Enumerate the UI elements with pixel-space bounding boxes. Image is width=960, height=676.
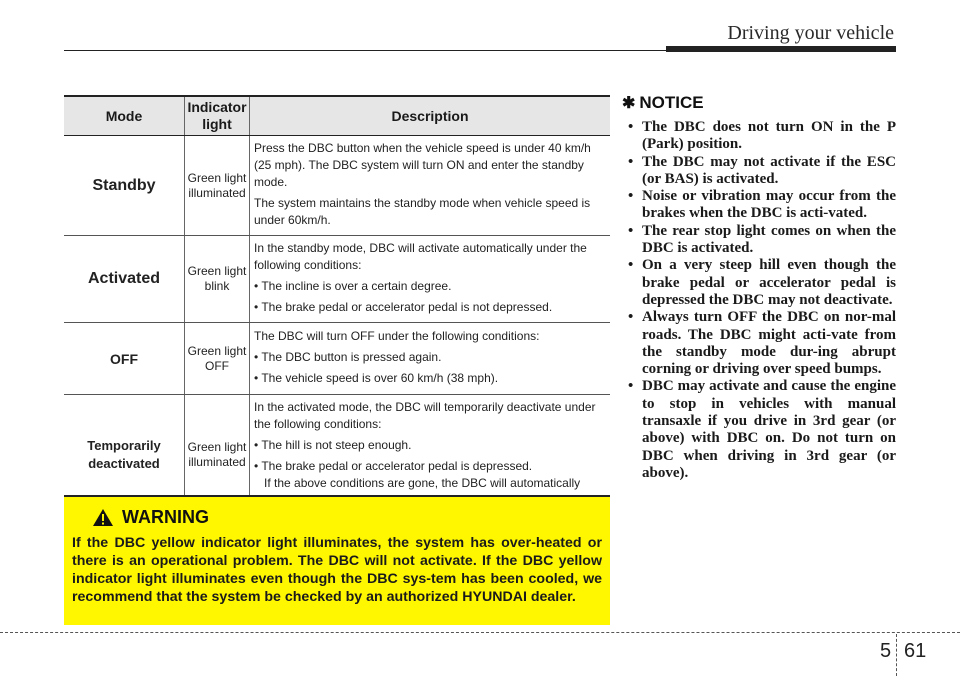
header-rule-accent: [666, 46, 896, 52]
list-item: [622, 154, 896, 189]
description-text: • The brake pedal or accelerator pedal is not depressed.: [254, 300, 553, 314]
notice-item-text: On a very steep hill even though the brake pedal or accelerator pedal is depressed the DBC may not deactivate.: [642, 257, 896, 308]
bullet-icon: •: [628, 257, 634, 274]
mode-off: OFF: [64, 323, 185, 395]
notice-section: [622, 93, 896, 482]
column-header-description: Description: [250, 96, 611, 136]
description-text: The system maintains the standby mode when vehicle speed is under 60km/h.: [254, 196, 591, 227]
description-off: [250, 323, 611, 395]
indicator-off: Green light OFF: [185, 323, 250, 395]
table-header-row: [64, 96, 610, 136]
notice-item-text: Noise or vibration may occur from the brakes when the DBC is acti-vated.: [642, 188, 896, 222]
column-header-indicator: [185, 96, 250, 136]
footer-divider: [896, 634, 897, 676]
notice-title: NOTICE: [639, 93, 704, 112]
indicator-standby: Green light illuminated: [185, 136, 250, 236]
bullet-icon: •: [628, 153, 634, 170]
mode-standby: Standby: [64, 136, 185, 236]
description-text: • The vehicle speed is over 60 km/h (38 mph).: [254, 371, 499, 385]
list-item: [622, 378, 896, 482]
footer-rule: [0, 632, 960, 633]
description-text: The DBC will turn OFF under the following conditions:: [254, 329, 540, 343]
description-text: Press the DBC button when the vehicle speed is under 40 km/h (25 mph). The DBC system will turn ON and enter the standby mode.: [254, 141, 591, 189]
page-number: 61: [904, 640, 927, 662]
bullet-icon: •: [628, 188, 634, 205]
warning-header: [92, 507, 602, 528]
section-number: 5: [880, 640, 892, 662]
list-item: [622, 309, 896, 378]
mode-temporarily-deactivated: Temporarily deactivated: [64, 395, 185, 516]
description-standby: [250, 136, 611, 236]
bullet-icon: •: [628, 309, 634, 326]
list-item: [622, 119, 896, 154]
notice-header: [622, 93, 896, 113]
list-item: [622, 257, 896, 309]
notice-item-text: DBC may activate and cause the engine to stop in vehicles with manual transaxle if you drive in 3rd gear (or above) with DBC on. Do not turn on DBC when driving in 3rd gear (or above).: [642, 378, 896, 481]
list-item: [622, 188, 896, 223]
warning-box: [64, 495, 610, 625]
description-text: If the above conditions are gone, the DBC will automatically: [264, 476, 581, 490]
description-text: In the standby mode, DBC will activate automatically under the following conditions:: [254, 241, 587, 272]
column-header-indicator-text: Indicator light: [187, 99, 247, 132]
bullet-icon: •: [628, 378, 634, 395]
description-text: • The incline is over a certain degree.: [254, 279, 452, 293]
bullet-icon: •: [628, 119, 634, 135]
bullet-icon: •: [628, 222, 634, 239]
mode-activated: Activated: [64, 236, 185, 323]
table-row: [64, 323, 610, 395]
description-text: In the activated mode, the DBC will temporarily deactivate under the following conditions:: [254, 400, 596, 431]
description-text: • The DBC button is pressed again.: [254, 350, 442, 364]
warning-body: If the DBC yellow indicator light illuminates, the system has over-heated or there is an operational problem. The DBC will not activate. If the DBC yellow indicator light illuminates even though the DBC sys-tem has been cooled, we recommend that the system be checked by an authorized HYUNDAI dealer.: [72, 535, 602, 605]
list-item: [622, 223, 896, 258]
table-row: [64, 236, 610, 323]
warning-title: WARNING: [122, 507, 209, 527]
column-header-mode: Mode: [64, 96, 185, 136]
notice-item-text: The DBC does not turn ON in the P (Park) position.: [642, 119, 896, 153]
description-activated: [250, 236, 611, 323]
description-text: • The brake pedal or accelerator pedal is depressed.: [254, 459, 533, 473]
notice-item-text: The DBC may not activate if the ESC (or BAS) is activated.: [642, 153, 896, 187]
notice-list: [622, 119, 896, 482]
table-row: [64, 136, 610, 236]
page-header-title: Driving your vehicle: [727, 22, 894, 44]
notice-star-icon: ✱: [622, 95, 636, 112]
indicator-activated: Green light blink: [185, 236, 250, 323]
indicator-temporarily-deactivated: Green light illuminated: [185, 395, 250, 516]
dbc-mode-table: [64, 95, 610, 516]
notice-item-text: The rear stop light comes on when the DBC is activated.: [642, 222, 896, 257]
notice-item-text: Always turn OFF the DBC on nor-mal roads. The DBC might acti-vate from the standby mode dur-ing abrupt corning or driving over speed bumps.: [642, 309, 896, 378]
description-text: • The hill is not steep enough.: [254, 438, 412, 452]
warning-triangle-icon: [92, 508, 114, 527]
